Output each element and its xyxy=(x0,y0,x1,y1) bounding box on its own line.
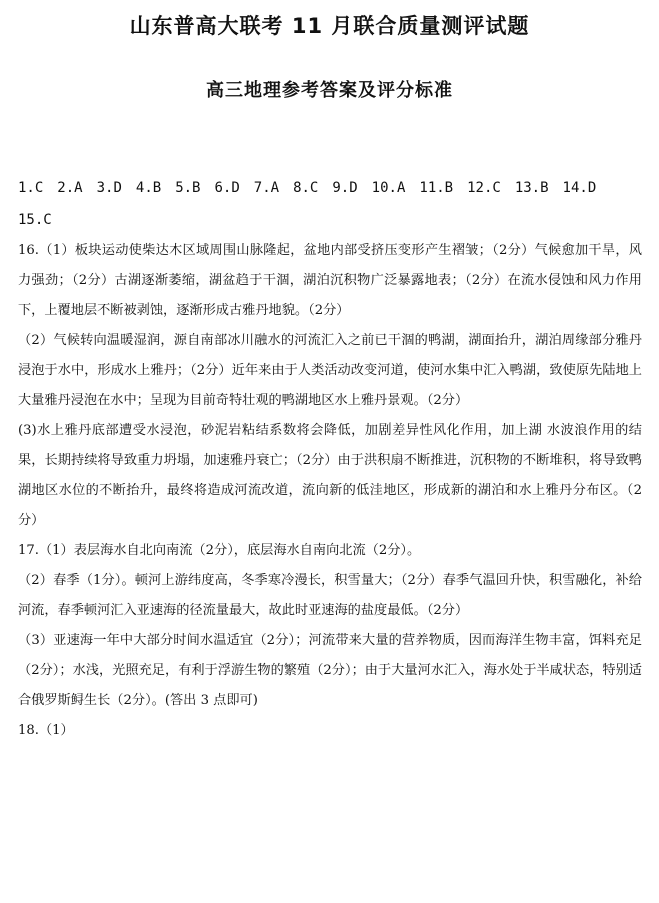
answer-paragraph-18-1: 18.（1） xyxy=(18,723,74,738)
answer-key xyxy=(18,172,648,236)
answer-item: 3.D xyxy=(96,180,122,196)
answer-item: 5.B xyxy=(175,180,201,196)
answer-item: 2.A xyxy=(57,180,83,196)
answer-item: 12.C xyxy=(467,180,501,196)
answer-paragraph-17-3: （3）亚速海一年中大部分时间水温适宜（2分）；河流带来大量的营养物质，因而海洋生物丰富，饵料充足（2分）；水浅，光照充足，有利于浮游生物的繁殖（2分）；由于大量河水汇入，海水处于半咸状态，特别适合俄罗斯鲟生长（2分）。(答出 3 点即可) xyxy=(18,633,642,708)
answer-item: 15.C xyxy=(18,212,52,228)
answer-item: 11.B xyxy=(419,180,454,196)
answer-item: 14.D xyxy=(562,180,597,196)
answer-item: 10.A xyxy=(371,180,406,196)
answer-item: 13.B xyxy=(514,180,549,196)
answer-item: 4.B xyxy=(135,180,162,196)
answer-body xyxy=(18,236,642,746)
answer-item: 8.C xyxy=(293,180,319,196)
answer-paragraph-17-2: （2）春季（1分）。顿河上游纬度高，冬季寒冷漫长，积雪量大；（2分）春季气温回升快，积雪融化，补给河流，春季顿河汇入亚速海的径流量最大，故此时亚速海的盐度最低。（2分） xyxy=(18,573,642,618)
answer-paragraph-16-3: (3)水上雅丹底部遭受水浸泡，砂泥岩粘结系数将会降低，加剧差异性风化作用，加上湖 水波浪作用的结果，长期持续将导致重力坍塌，加速雅丹衰亡；（2分）由于洪积扇不断推进，沉积物的不断堆积，将导致鸭湖地区水位的不断抬升，最终将造成河流改道，流向新的低洼地区，形成新的湖泊和水上雅丹分布区。（2分） xyxy=(18,423,642,528)
answer-item: 6.D xyxy=(214,180,240,196)
answer-item: 1.C xyxy=(18,180,44,196)
page-title: 山东普高大联考 11 月联合质量测评试题 xyxy=(129,14,530,38)
answer-item: 9.D xyxy=(332,180,358,196)
answer-paragraph-17-1: 17.（1）表层海水自北向南流（2分），底层海水自南向北流（2分）。 xyxy=(18,543,421,558)
answer-paragraph-16-1: 16.（1）板块运动使柴达木区域周围山脉隆起，盆地内部受挤压变形产生褶皱；（2分）气候愈加干旱，风力强劲；（2分）古湖逐渐萎缩，湖盆趋于干涸，湖泊沉积物广泛暴露地表；（2分）在流水侵蚀和风力作用下，上覆地层不断被剥蚀，逐渐形成古雅丹地貌。（2分） xyxy=(18,243,642,318)
answer-paragraph-16-2: （2）气候转向温暖湿润，源自南部冰川融水的河流汇入之前已干涸的鸭湖，湖面抬升，湖泊周缘部分雅丹浸泡于水中，形成水上雅丹；（2分）近年来由于人类活动改变河道，使河水集中汇入鸭湖，致使原先陆地上大量雅丹浸泡在水中；呈现为目前奇特壮观的鸭湖地区水上雅丹景观。（2分） xyxy=(18,333,642,408)
answer-item: 7.A xyxy=(253,180,280,196)
page-subtitle: 高三地理参考答案及评分标准 xyxy=(206,80,453,101)
